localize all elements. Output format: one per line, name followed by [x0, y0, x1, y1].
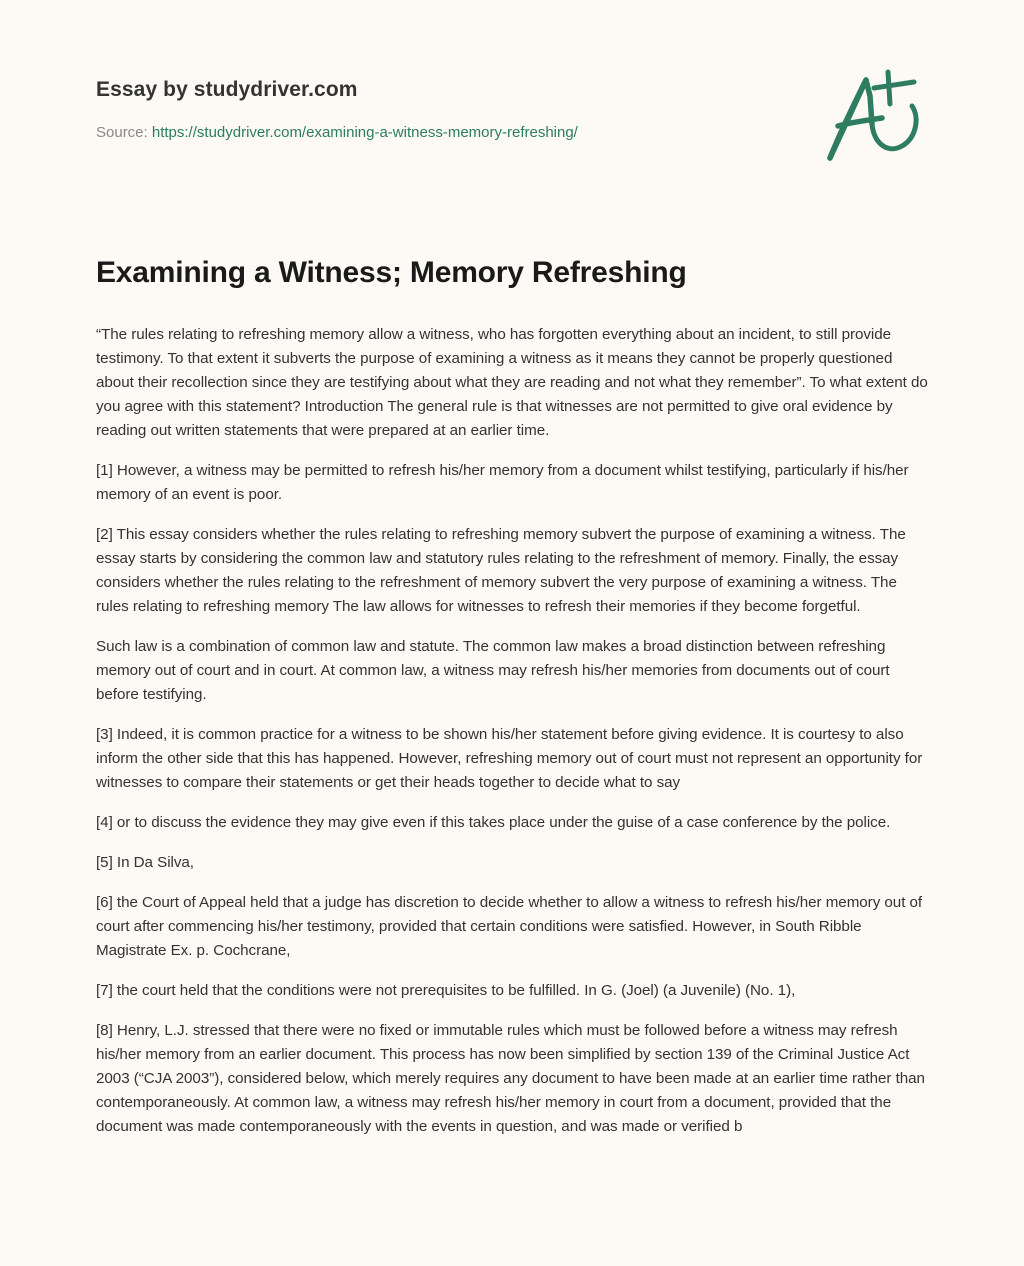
- article: [96, 252, 930, 1155]
- paragraph-2: [2] This essay considers whether the rules relating to refreshing memory subvert the purpose of examining a witness. The essay starts by considering the common law and statutory rules relating to the refreshment of memory. Finally, the essay considers whether the rules relating to the refreshment of memory subvert the very purpose of examining a witness. The rules relating to refreshing memory The law allows for witnesses to refresh their memories if they become forgetful.: [96, 526, 906, 615]
- paragraph-5: [5] In Da Silva,: [96, 854, 194, 871]
- source-link[interactable]: https://studydriver.com/examining-a-witness-memory-refreshing/: [151, 124, 578, 141]
- site-title: Essay by studydriver.com: [96, 78, 358, 101]
- paragraph-4: [4] or to discuss the evidence they may give even if this takes place under the guise of a case conference by the police.: [96, 814, 891, 831]
- paragraph-1: [1] However, a witness may be permitted to refresh his/her memory from a document whilst testifying, particularly if his/her memory of an event is poor.: [96, 462, 909, 503]
- page-header: [96, 74, 928, 143]
- paragraph-intro: “The rules relating to refreshing memory allow a witness, who has forgotten everything about an incident, to still provide testimony. To that extent it subverts the purpose of examining a witness as it means they cannot be properly questioned about their recollection since they are testifying about what they are reading and not what they remember”. To what extent do you agree with this statement? Introduction The general rule is that witnesses are not permitted to give oral evidence by reading out written statements that were prepared at an earlier time.: [96, 326, 928, 439]
- paragraph-7: [7] the court held that the conditions were not prerequisites to be fulfilled. In G. (Joel) (a Juvenile) (No. 1),: [96, 982, 796, 999]
- a-plus-grade-icon: [822, 66, 926, 164]
- source-line: [96, 123, 928, 143]
- source-label: Source:: [96, 124, 148, 141]
- paragraph-3: [3] Indeed, it is common practice for a witness to be shown his/her statement before giving evidence. It is courtesy to also inform the other side that this has happened. However, refreshing memory out of court must not represent an opportunity for witnesses to compare their statements or get their heads together to decide what to say: [96, 726, 923, 791]
- paragraph-common-law: Such law is a combination of common law and statute. The common law makes a broad distinction between refreshing memory out of court and in court. At common law, a witness may refresh his/her memories from documents out of court before testifying.: [96, 638, 890, 703]
- page-title: Examining a Witness; Memory Refreshing: [96, 256, 687, 289]
- paragraph-6: [6] the Court of Appeal held that a judge has discretion to decide whether to allow a witness to refresh his/her memory out of court after commencing his/her testimony, provided that certain conditions were satisfied. However, in South Ribble Magistrate Ex. p. Cochcrane,: [96, 894, 923, 959]
- paragraph-8: [8] Henry, L.J. stressed that there were no fixed or immutable rules which must be followed before a witness may refresh his/her memory from an earlier document. This process has now been simplified by section 139 of the Criminal Justice Act 2003 (“CJA 2003”), considered below, which merely requires any document to have been made at an earlier time rather than contemporaneously. At common law, a witness may refresh his/her memory in court from a document, provided that the document was made contemporaneously with the events in question, and was made or verified b: [96, 1022, 925, 1135]
